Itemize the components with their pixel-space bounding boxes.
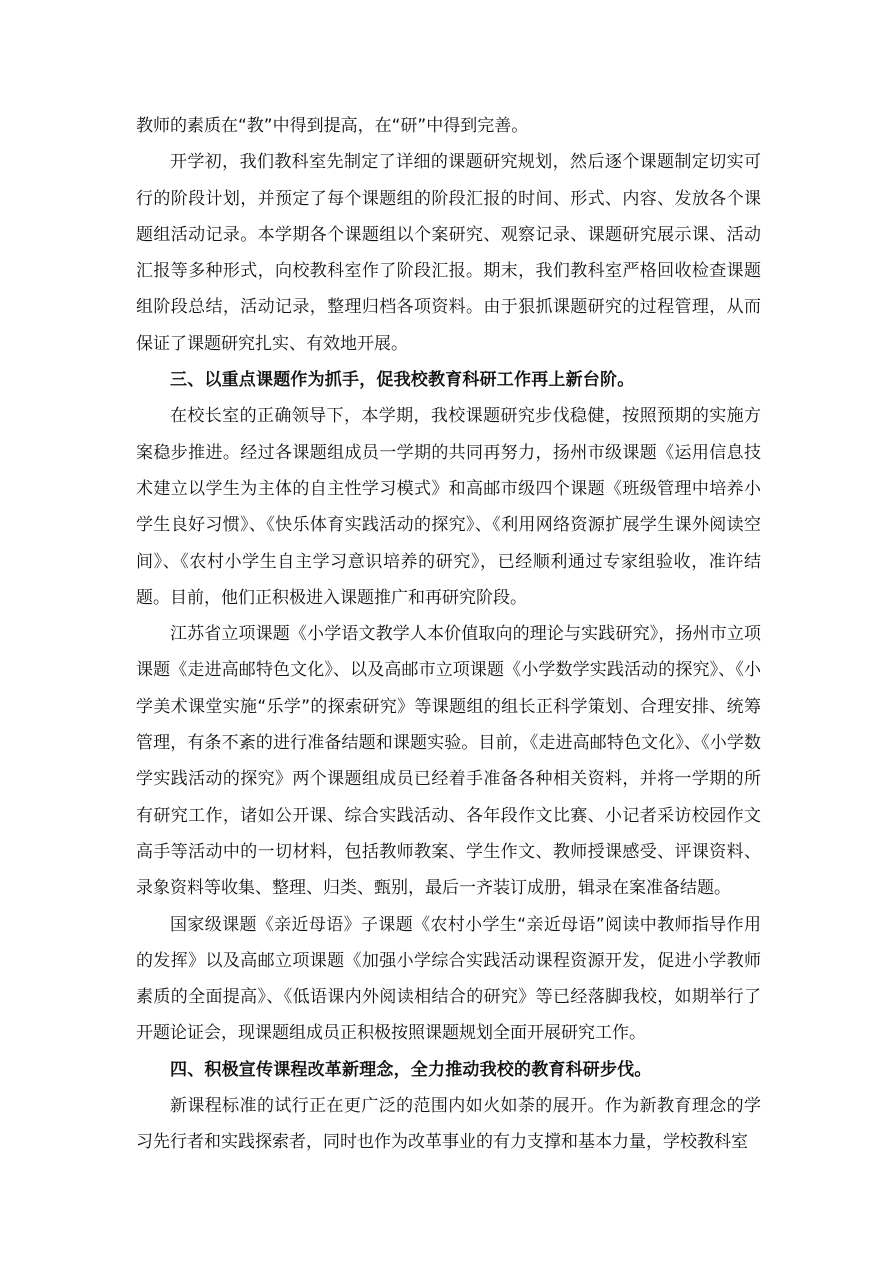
document-page	[136, 108, 761, 1161]
paragraph-national-projects: 国家级课题《亲近母语》子课题《农村小学生“亲近母语”阅读中教师指导作用的发挥》以及高邮立项课题《加强小学综合实践活动课程资源开发，促进小学教师素质的全面提高》、《低语课内外阅读相结合的研究》等已经落脚我校，如期举行了开题论证会，现课题组成员正积极按照课题规划全面开展研究工作。	[136, 914, 761, 1044]
paragraph-key-projects: 在校长室的正确领导下，本学期，我校课题研究步伐稳健，按照预期的实施方案稳步推进。经过各课题组成员一学期的共同再努力，扬州市级课题《运用信息技术建立以学生为主体的自主性学习模式》和高邮市级四个课题《班级管理中培养小学生良好习惯》、《快乐体育实践活动的探究》、《利用网络资源扩展学生课外阅读空间》、《农村小学生自主学习意识培养的研究》，已经顺利通过专家组验收，准许结题。目前，他们正积极进入课题推广和再研究阶段。	[136, 406, 761, 608]
section-heading-three: 三、以重点课题作为抓手，促我校教育科研工作再上新台阶。	[170, 370, 635, 391]
paragraph-curriculum-reform: 新课程标准的试行正在更广泛的范围内如火如荼的展开。作为新教育理念的学习先行者和实践探索者，同时也作为改革事业的有力支撑和基本力量，学校教科室	[136, 1096, 761, 1153]
section-heading-four: 四、积极宣传课程改革新理念，全力推动我校的教育科研步伐。	[170, 1059, 652, 1080]
paragraph-semester-plan: 开学初，我们教科室先制定了详细的课题研究规划，然后逐个课题制定切实可行的阶段计划，并预定了每个课题组的阶段汇报的时间、形式、内容、发放各个课题组活动记录。本学期各个课题组以个案研究、观察记录、课题研究展示课、活动汇报等多种形式，向校教科室作了阶段汇报。期末，我们教科室严格回收检查课题组阶段总结，活动记录，整理归档各项资料。由于狠抓课题研究的过程管理，从而保证了课题研究扎实、有效地开展。	[136, 152, 761, 354]
paragraph-provincial-projects: 江苏省立项课题《小学语文教学人本价值取向的理论与实践研究》，扬州市立项课题《走进高邮特色文化》、以及高邮市立项课题《小学数学实践活动的探究》、《小学美术课堂实施“乐学”的探索研究》等课题组的组长正科学策划、合理安排、统筹管理，有条不紊的进行准备结题和课题实验。目前，《走进高邮特色文化》、《小学数学实践活动的探究》两个课题组成员已经着手准备各种相关资料，并将一学期的所有研究工作，诸如公开课、综合实践活动、各年段作文比赛、小记者采访校园作文高手等活动中的一切材料，包括教师教案、学生作文、教师授课感受、评课资料、录象资料等收集、整理、归类、甄别，最后一齐装订成册，辑录在案准备结题。	[136, 624, 761, 899]
paragraph-continuation: 教师的素质在“教”中得到提高，在“研”中得到完善。	[136, 116, 529, 136]
